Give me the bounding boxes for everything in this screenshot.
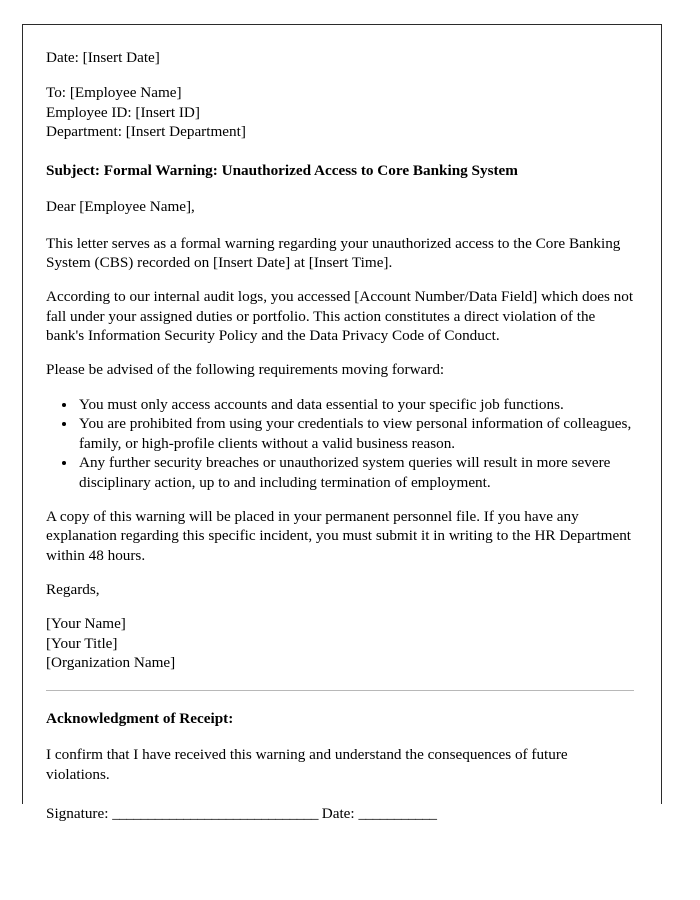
paragraph-personnel-file: A copy of this warning will be placed in your permanent personnel file. If you have any explanation regarding this specific incident, you must submit it in writing to the HR Department within 48 hours. bbox=[46, 508, 632, 564]
subject-heading: Subject: Formal Warning: Unauthorized Access to Core Banking System bbox=[46, 162, 518, 180]
date-line: Date: [Insert Date] bbox=[46, 49, 160, 66]
sender-name: [Your Name] bbox=[46, 615, 126, 633]
paragraph-intro: This letter serves as a formal warning regarding your unauthorized access to the Core Banking System (CBS) recorded on [Insert Date] at [Insert Time]. bbox=[46, 234, 621, 272]
sender-title: [Your Title] bbox=[46, 634, 118, 652]
department-line: Department: [Insert Department] bbox=[46, 122, 246, 140]
date-write-line[interactable]: ___________ bbox=[358, 805, 437, 823]
requirements-list bbox=[46, 395, 634, 492]
sender-signature-block bbox=[46, 614, 634, 672]
date-label: Date: bbox=[317, 805, 359, 823]
acknowledgment-heading: Acknowledgment of Receipt: bbox=[46, 710, 234, 728]
date-block bbox=[46, 48, 634, 67]
list-item: • Any further security breaches or unauthorized system queries will result in more severe disciplinary action, up to and including termination of employment. bbox=[77, 453, 634, 492]
signature-date-row bbox=[46, 804, 634, 823]
sender-organization: [Organization Name] bbox=[46, 653, 176, 671]
salutation: Dear [Employee Name], bbox=[46, 198, 195, 216]
requirements-intro: Please be advised of the following requirements moving forward: bbox=[46, 361, 445, 379]
letter-body bbox=[46, 48, 634, 823]
acknowledgment-text: I confirm that I have received this warning and understand the consequences of future violations. bbox=[46, 746, 568, 783]
list-item: • You are prohibited from using your credentials to view personal information of colleagues, family, or high-profile clients without a valid business reason. bbox=[77, 414, 634, 453]
section-divider bbox=[46, 690, 634, 691]
paragraph-audit-findings: According to our internal audit logs, you accessed [Account Number/Data Field] which does not fall under your assigned duties or portfolio. This action constitutes a direct violation of the bank's Information Security Policy and the Data Privacy Code of Conduct. bbox=[46, 288, 634, 344]
list-item: • You must only access accounts and data essential to your specific job functions. bbox=[77, 395, 634, 414]
signature-write-line[interactable]: _____________________________ bbox=[112, 805, 318, 823]
signature-label: Signature: bbox=[46, 805, 113, 823]
recipient-block bbox=[46, 83, 634, 141]
recipient-name-line: To: [Employee Name] bbox=[46, 84, 182, 102]
closing-line: Regards, bbox=[46, 580, 100, 598]
employee-id-line: Employee ID: [Insert ID] bbox=[46, 103, 200, 121]
